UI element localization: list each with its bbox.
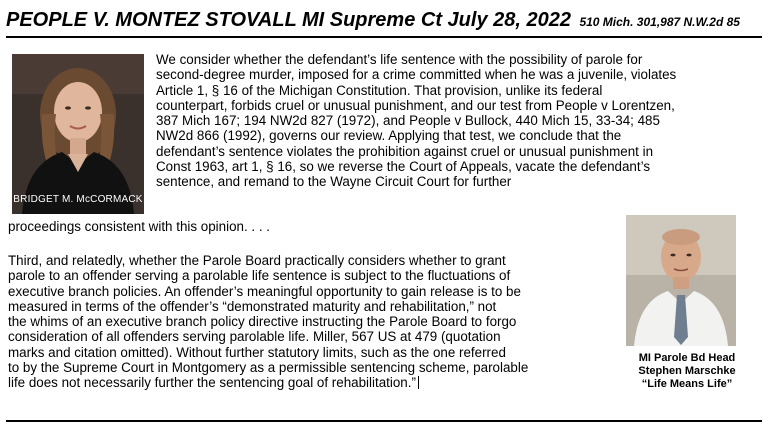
paragraph-2-line: marks and citation omitted). Without further statutory limits, such as the one referred	[8, 344, 506, 360]
left-photo-caption: BRIDGET M. McCORMACK	[13, 194, 143, 205]
right-caption-line: MI Parole Bd Head	[638, 352, 736, 364]
paragraph-1-line: counterpart, forbids cruel or unusual punishment, and our test from People v Lorentzen,	[156, 97, 675, 113]
paragraph-1-line: We consider whether the defendant’s life sentence with the possibility of parole for	[156, 52, 643, 67]
paragraph-1-line: Article 1, § 16 of the Michigan Constitution. That provision, unlike its federal	[156, 82, 603, 98]
right-caption-line: “Life Means Life”	[641, 378, 733, 390]
paragraph-2-line: measured in terms of the offender’s “demonstrated maturity and rehabilitation,” not	[8, 298, 497, 314]
paragraph-2-last-line	[8, 375, 620, 390]
paragraph-1-line: second-degree murder, imposed for a crime committed when he was a juvenile, violates	[156, 67, 677, 83]
paragraph-1-line: defendant’s sentence violates the prohibition against cruel or unusual punishment in	[156, 143, 654, 159]
paragraph-2-line: life does not necessarily further the sentencing goal of rehabilitation.”	[8, 375, 416, 391]
case-citation: 510 Mich. 301,987 N.W.2d 85	[579, 15, 740, 29]
opinion-paragraph-1	[156, 52, 762, 190]
paragraph-1-line: sentence, and remand to the Wayne Circuit Court for further	[156, 174, 512, 190]
paragraph-2-line: the whims of an executive branch policy directive instructing the Parole Board to forgo	[8, 314, 517, 330]
opinion-paragraph-2	[8, 253, 620, 391]
paragraph-2-line: parole to an offender serving a parolable life sentence is subject to the fluctuations of	[8, 268, 511, 284]
parole-board-head-image	[626, 215, 736, 346]
paragraph-2-line: consideration of all offenders serving parolable life. Miller, 567 US at 479 (quotation	[8, 329, 501, 345]
paragraph-1-line: Const 1963, art 1, § 16, so we reverse the Court of Appeals, vacate the defendant’s	[156, 159, 651, 175]
text-cursor	[418, 376, 419, 389]
justice-portrait-image	[12, 54, 144, 214]
paragraph-2-line: executive branch policies. An offender’s meaningful opportunity to gain release is to be	[8, 283, 521, 299]
opinion-paragraph-1-tail	[8, 219, 608, 234]
case-title: PEOPLE V. MONTEZ STOVALL MI Supreme Ct July 28, 2022	[6, 9, 571, 31]
paragraph-1-tail-line: proceedings consistent with this opinion. . . .	[8, 219, 271, 234]
paragraph-2-line: Third, and relatedly, whether the Parole Board practically considers whether to grant	[8, 253, 506, 268]
paragraph-1-line: NW2d 866 (1992), governs our review. Applying that test, we conclude that the	[156, 128, 622, 144]
right-caption-line: Stephen Marschke	[638, 365, 736, 377]
paragraph-1-line: 387 Mich 167; 194 NW2d 827 (1972), and People v Bullock, 440 Mich 15, 33-34; 485	[156, 113, 660, 129]
page-header	[6, 6, 762, 38]
paragraph-2-line: to by the Supreme Court in Montgomery as a permissible sentencing scheme, parolable	[8, 360, 529, 376]
bottom-divider	[6, 420, 762, 422]
right-photo-caption	[622, 352, 752, 391]
justice-portrait	[12, 54, 144, 214]
parole-board-head-photo	[626, 215, 736, 346]
